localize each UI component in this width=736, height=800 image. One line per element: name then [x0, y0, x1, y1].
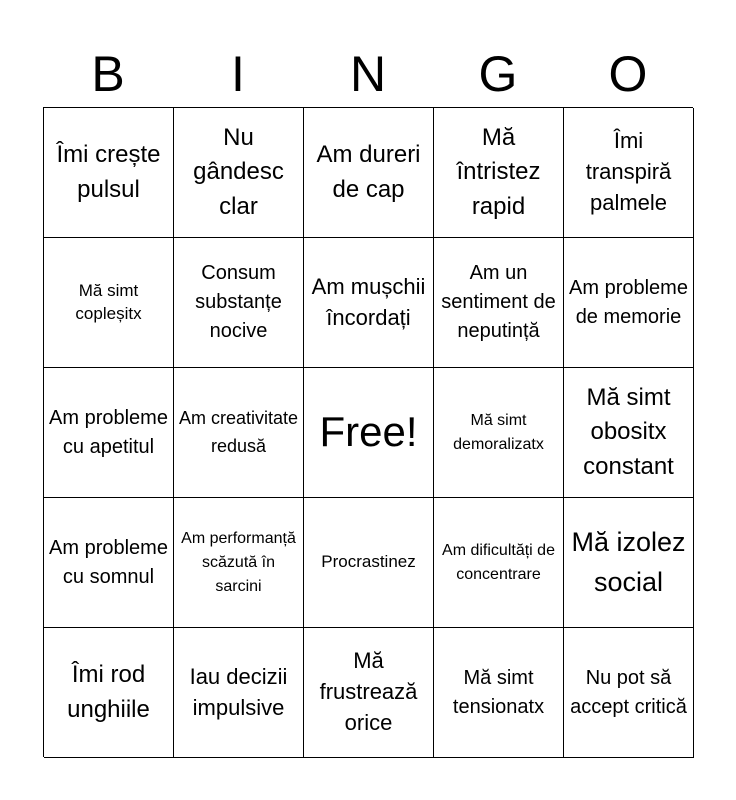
bingo-cell[interactable] — [564, 238, 694, 368]
cell-text: Mă frustrează orice — [319, 648, 418, 735]
cell-text: Mă simt obositx constant — [583, 384, 674, 480]
header-letter-i: I — [231, 46, 245, 102]
bingo-free-cell[interactable] — [304, 368, 434, 498]
bingo-cell[interactable] — [304, 108, 434, 238]
bingo-cell[interactable] — [564, 498, 694, 628]
bingo-cell[interactable] — [304, 628, 434, 758]
cell-text: Am un sentiment de neputință — [441, 262, 556, 342]
cell-text: Nu gândesc clar — [193, 124, 284, 220]
bingo-cell[interactable] — [174, 238, 304, 368]
bingo-cell[interactable] — [44, 108, 174, 238]
cell-text: Am mușchii încordați — [311, 273, 426, 330]
cell-text: Consum substanțe nocive — [195, 262, 282, 342]
cell-text: Procrastinez — [321, 552, 416, 572]
cell-text: Am probleme cu apetitul — [49, 406, 168, 458]
header-letter-o: O — [608, 46, 648, 102]
bingo-cell[interactable] — [564, 108, 694, 238]
cell-text: Iau decizii impulsive — [189, 663, 288, 720]
bingo-cell[interactable] — [174, 108, 304, 238]
bingo-cell[interactable] — [44, 368, 174, 498]
cell-text: Am dificultăți de concentrare — [442, 541, 555, 583]
bingo-cell[interactable] — [434, 628, 564, 758]
bingo-cell[interactable] — [564, 368, 694, 498]
cell-text: Mă simt tensionatx — [452, 666, 545, 718]
cell-text: Am probleme de memorie — [569, 276, 688, 328]
bingo-header — [43, 40, 693, 108]
cell-text: Îmi transpiră palmele — [585, 128, 672, 215]
header-letter-g: G — [478, 46, 518, 102]
header-letter-b: B — [91, 46, 125, 102]
cell-text: Free! — [319, 408, 418, 456]
bingo-cell[interactable] — [44, 498, 174, 628]
cell-text: Mă simt demoralizatx — [453, 411, 544, 453]
bingo-cell[interactable] — [174, 628, 304, 758]
cell-text: Am performanță scăzută în sarcini — [181, 529, 296, 595]
bingo-cell[interactable] — [304, 238, 434, 368]
bingo-cell[interactable] — [304, 498, 434, 628]
bingo-cell[interactable] — [174, 498, 304, 628]
bingo-board — [43, 107, 693, 757]
cell-text: Îmi crește pulsul — [56, 141, 161, 203]
header-letter-n: N — [349, 46, 387, 102]
bingo-cell[interactable] — [434, 498, 564, 628]
bingo-cell[interactable] — [434, 368, 564, 498]
bingo-cell[interactable] — [44, 238, 174, 368]
bingo-cell[interactable] — [434, 108, 564, 238]
cell-text: Mă întristez rapid — [456, 124, 541, 220]
cell-text: Mă simt copleșitx — [75, 280, 142, 323]
cell-text: Mă izolez social — [571, 527, 686, 597]
bingo-cell[interactable] — [174, 368, 304, 498]
bingo-cell[interactable] — [564, 628, 694, 758]
bingo-cell[interactable] — [434, 238, 564, 368]
cell-text: Am dureri de cap — [316, 141, 421, 203]
cell-text: Am creativitate redusă — [178, 407, 299, 456]
cell-text: Am probleme cu somnul — [49, 536, 168, 588]
cell-text: Îmi rod unghiile — [67, 661, 150, 723]
cell-text: Nu pot să accept critică — [570, 666, 687, 718]
bingo-cell[interactable] — [44, 628, 174, 758]
